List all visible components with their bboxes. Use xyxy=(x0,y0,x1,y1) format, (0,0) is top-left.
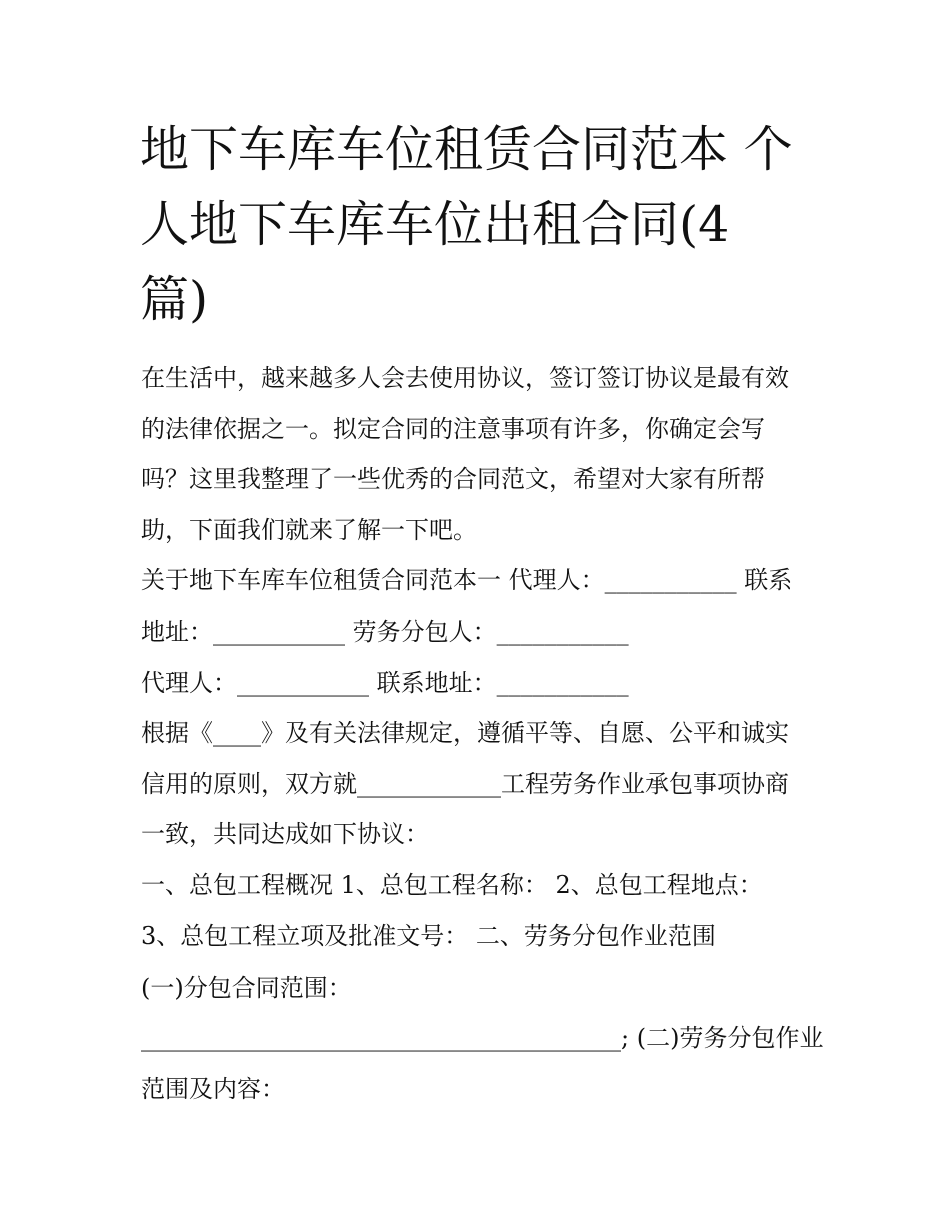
title-line: 地下车库车位租赁合同范本 个 xyxy=(140,121,793,178)
title-line: 人地下车库车位出租合同(4 xyxy=(140,196,730,253)
body-line: 的法律依据之一。拟定合同的注意事项有许多，你确定会写 xyxy=(141,415,765,443)
body-line: 助，下面我们就来了解一下吧。 xyxy=(141,516,477,544)
document-title xyxy=(140,112,840,337)
body-line: 一、总包工程概况 1、总包工程名称： 2、总包工程地点： xyxy=(141,871,763,899)
body-line: (一)分包合同范围： xyxy=(141,974,352,1002)
body-line: 吗？这里我整理了一些优秀的合同范文，希望对大家有所帮 xyxy=(141,465,765,493)
body-line: 地址：___________ 劳务分包人：___________ xyxy=(141,618,629,646)
body-line: ________________________________________; (二)劳务分包作业 xyxy=(141,1024,824,1052)
body-line: 信用的原则，双方就____________工程劳务作业承包事项协商 xyxy=(141,770,789,798)
body-line: 根据《____》及有关法律规定，遵循平等、自愿、公平和诚实 xyxy=(141,719,789,747)
title-line: 篇) xyxy=(140,271,209,328)
body-line: 在生活中，越来越多人会去使用协议，签订签订协议是最有效 xyxy=(141,364,789,392)
body-line: 3、总包工程立项及批准文号： 二、劳务分包作业范围 xyxy=(141,922,716,950)
body-line: 范围及内容： xyxy=(141,1075,285,1103)
body-line: 一致，共同达成如下协议： xyxy=(141,820,429,848)
body-line: 关于地下车库车位租赁合同范本一 代理人：___________ 联系 xyxy=(141,566,793,594)
body-line: 代理人：___________ 联系地址：___________ xyxy=(141,669,629,697)
